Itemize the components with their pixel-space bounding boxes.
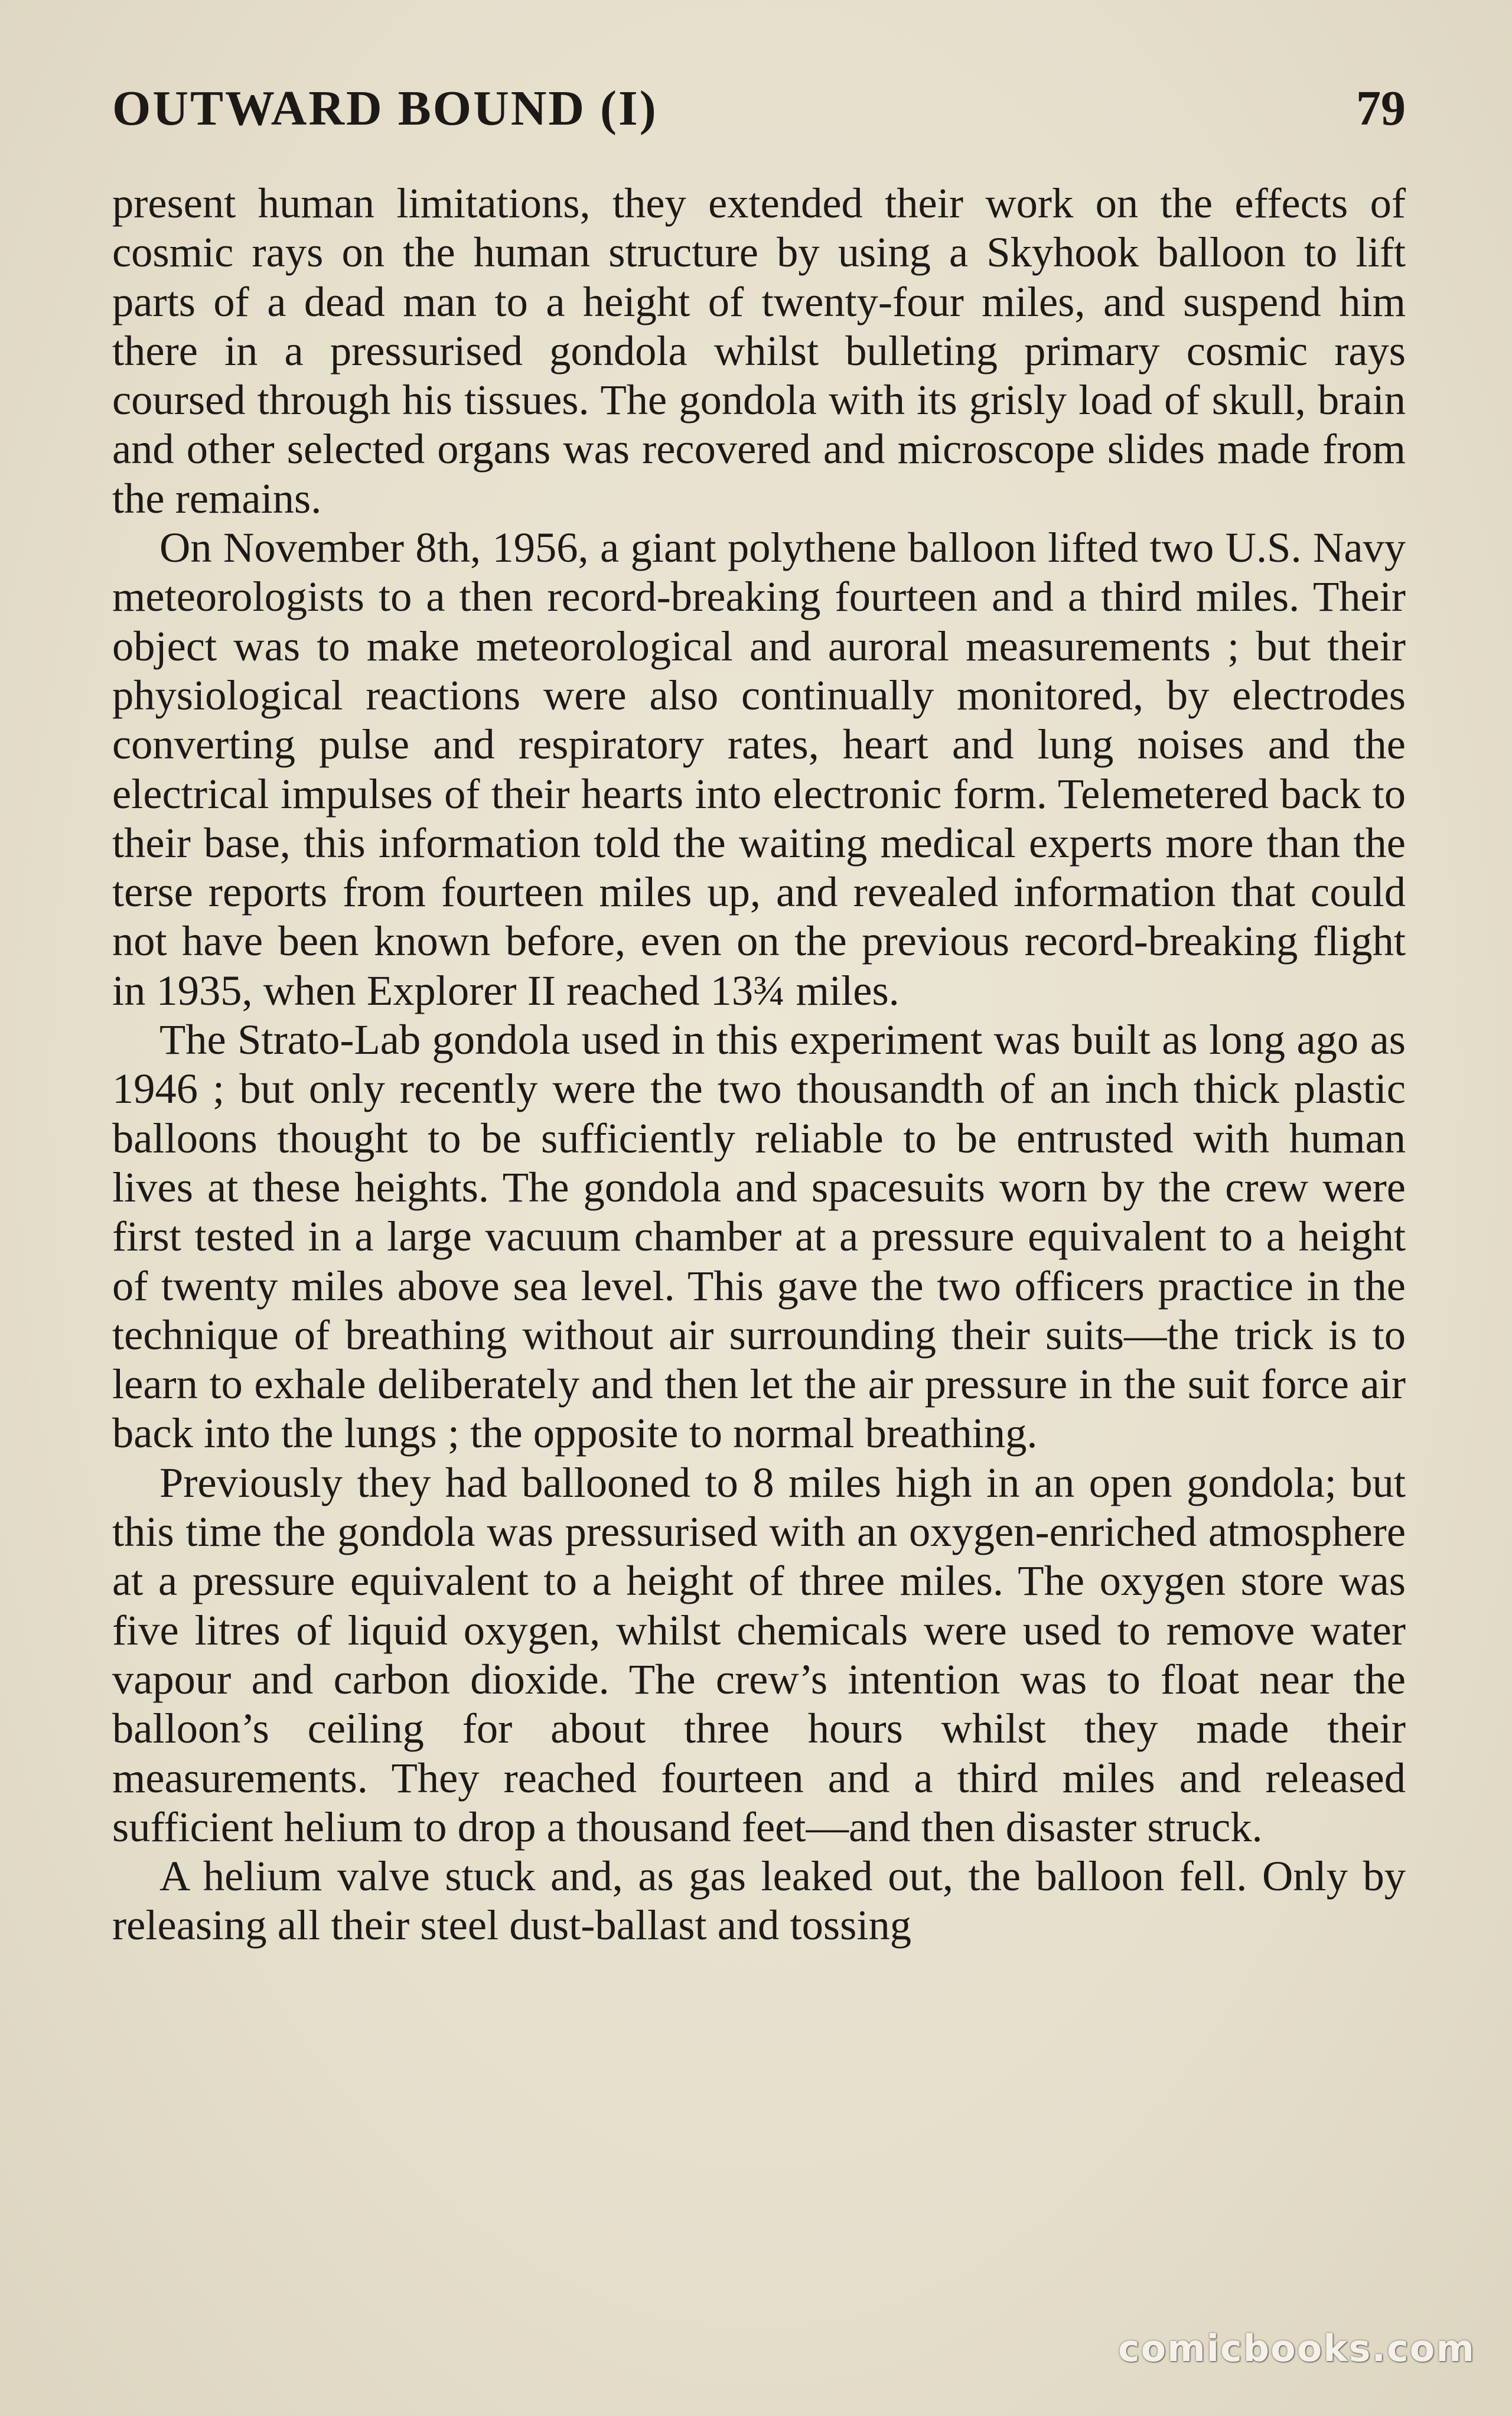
page-number: 79 [1356, 80, 1406, 136]
paragraph-4: Previously they had ballooned to 8 miles high in an open gondola; but this time the gondola was pressurised with an oxygen-enriched atmosphere at a pressure equivalent to a height of three miles. The oxygen store was five litres of liquid oxygen, whilst chemicals were used to remove water vapour and carbon dioxide. The crew’s intention was to float near the balloon’s ceiling for about three hours whilst they made their measurements. They reached fourteen and a third miles and released sufficient helium to drop a thousand feet—and then disaster struck. [112, 1458, 1406, 1851]
paragraph-1: present human limitations, they extended their work on the effects of cosmic rays on the human structure by using a Skyhook balloon to lift parts of a dead man to a height of twenty-four miles, and suspend him there in a pressurised gondola whilst bulleting primary cosmic rays coursed through his tissues. The gondola with its grisly load of skull, brain and other selected organs was recovered and microscope slides made from the remains. [112, 179, 1406, 522]
paragraph-2: On November 8th, 1956, a giant polythene balloon lifted two U.S. Navy meteorologists to a then record-breaking fourteen and a third miles. Their object was to make meteorological and auroral measurements ; but their physiological reactions were also continually monitored, by electrodes converting pulse and respiratory rates, heart and lung noises and the electrical impulses of their hearts into electronic form. Telemetered back to their base, this information told the waiting medical experts more than the terse reports from fourteen miles up, and revealed information that could not have been known before, even on the previous record-breaking flight in 1935, when Explorer II reached 13¾ miles. [112, 523, 1406, 1014]
paragraph-3: The Strato-Lab gondola used in this experiment was built as long ago as 1946 ; but only recently were the two thousandth of an inch thick plastic balloons thought to be sufficiently reliable to be entrusted with human lives at these heights. The gondola and spacesuits worn by the crew were first tested in a large vacuum chamber at a pressure equivalent to a height of twenty miles above sea level. This gave the two officers practice in the technique of breathing without air surrounding their suits—the trick is to learn to exhale deliberately and then let the air pressure in the suit force air back into the lungs ; the opposite to normal breathing. [112, 1015, 1406, 1457]
watermark: comicbooks.com [1117, 2327, 1475, 2370]
running-head: OUTWARD BOUND (I) [112, 80, 658, 136]
paragraph-5: A helium valve stuck and, as gas leaked out, the balloon fell. Only by releasing all their steel dust-ballast and tossing [112, 1852, 1406, 1949]
body-text [112, 178, 1406, 1950]
page-header [112, 76, 1406, 141]
